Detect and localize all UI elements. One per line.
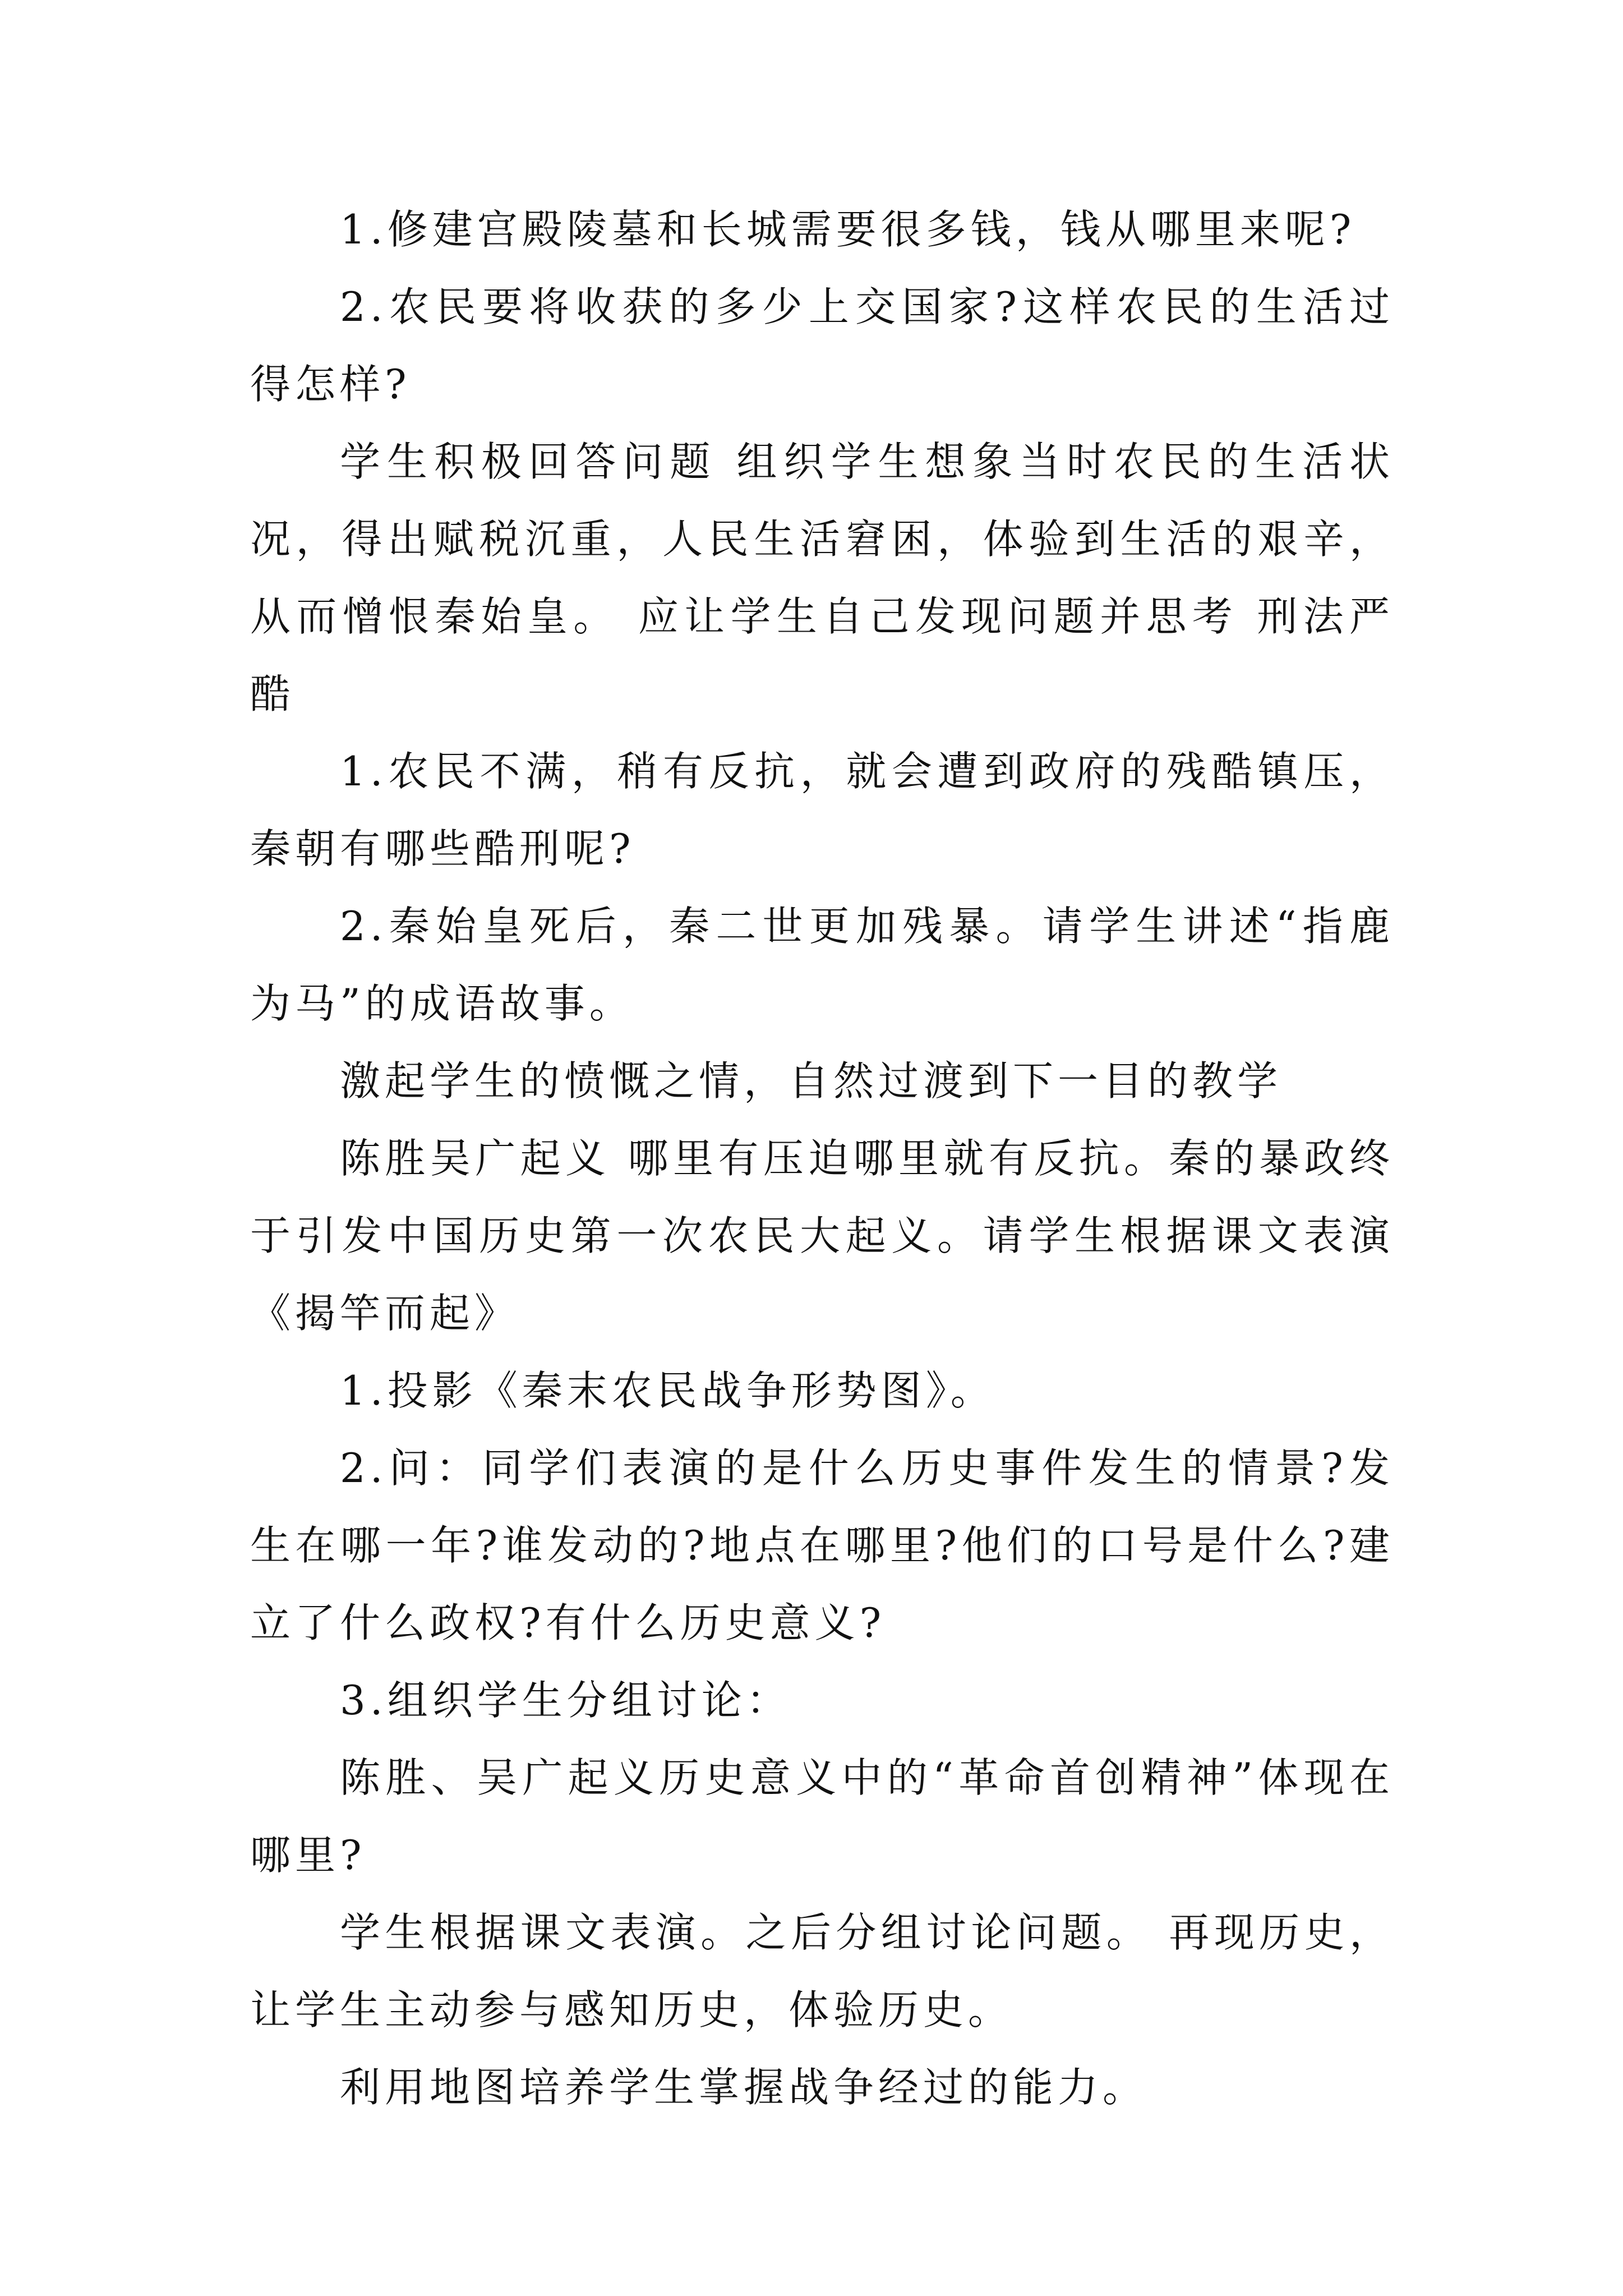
paragraph-5: 2.秦始皇死后，秦二世更加残暴。请学生讲述“指鹿为马”的成语故事。	[250, 903, 1394, 1027]
paragraph-1: 1.修建宫殿陵墓和长城需要很多钱，钱从哪里来呢?	[340, 206, 1356, 253]
paragraph-10: 3.组织学生分组讨论：	[340, 1677, 791, 1724]
paragraph-4: 1.农民不满，稍有反抗，就会遭到政府的残酷镇压，秦朝有哪些酷刑呢?	[250, 748, 1394, 872]
paragraph-8: 1.投影《秦末农民战争形势图》。	[340, 1367, 995, 1414]
paragraph-13: 利用地图培养学生掌握战争经过的能力。	[340, 2064, 1148, 2111]
paragraph-2: 2.农民要将收获的多少上交国家?这样农民的生活过得怎样?	[250, 283, 1394, 408]
paragraph-6: 激起学生的愤慨之情，自然过渡到下一目的教学	[340, 1057, 1283, 1105]
paragraph-9: 2.问：同学们表演的是什么历史事件发生的情景?发生在哪一年?谁发动的?地点在哪里?他们的口号是什么?建立了什么政权?有什么历史意义?	[250, 1444, 1394, 1646]
paragraph-3: 学生积极回答问题 组织学生想象当时农民的生活状况，得出赋税沉重，人民生活窘困，体验到生活的艰辛，从而憎恨秦始皇。 应让学生自己发现问题并思考 刑法严酷	[250, 438, 1394, 717]
paragraph-12: 学生根据课文表演。之后分组讨论问题。 再现历史，让学生主动参与感知历史，体验历史。	[250, 1909, 1394, 2033]
paragraph-11: 陈胜、吴广起义历史意义中的“革命首创精神”体现在哪里?	[250, 1754, 1394, 1879]
paragraph-7: 陈胜吴广起义 哪里有压迫哪里就有反抗。秦的暴政终于引发中国历史第一次农民大起义。请学生根据课文表演《揭竿而起》	[250, 1135, 1394, 1337]
document-page	[250, 191, 1394, 2126]
